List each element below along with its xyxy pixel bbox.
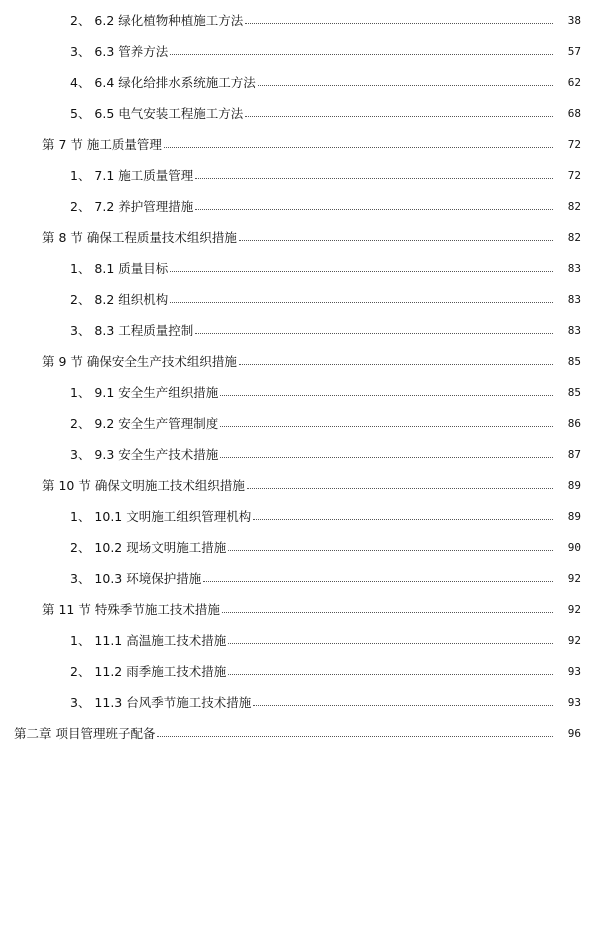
toc-page-number: 38 bbox=[567, 14, 581, 27]
dot-leader bbox=[253, 705, 553, 706]
toc-page-number: 85 bbox=[567, 386, 581, 399]
toc-page-number: 62 bbox=[567, 76, 581, 89]
toc-page-number: 92 bbox=[567, 603, 581, 616]
toc-entry-10-2[interactable] bbox=[0, 535, 605, 555]
toc-page-number: 85 bbox=[567, 355, 581, 368]
toc-page-number: 92 bbox=[567, 572, 581, 585]
toc-entry-title: 1、 7.1 施工质量管理 bbox=[70, 167, 194, 183]
dot-leader bbox=[239, 364, 553, 365]
toc-page-number: 89 bbox=[567, 510, 581, 523]
toc-entry-title: 2、 7.2 养护管理措施 bbox=[70, 198, 194, 214]
toc-entry-title: 第二章 项目管理班子配备 bbox=[14, 725, 156, 741]
toc-entry-title: 3、 6.3 管养方法 bbox=[70, 43, 169, 59]
toc-entry-7-2[interactable] bbox=[0, 194, 605, 214]
toc-page-number: 92 bbox=[567, 634, 581, 647]
toc-entry-title: 2、 9.2 安全生产管理制度 bbox=[70, 415, 219, 431]
dot-leader bbox=[164, 147, 553, 148]
toc-page-number: 93 bbox=[567, 665, 581, 678]
toc-entry-9-3[interactable] bbox=[0, 442, 605, 462]
dot-leader bbox=[228, 643, 553, 644]
dot-leader bbox=[203, 581, 553, 582]
toc-entry-6-5[interactable] bbox=[0, 101, 605, 121]
toc-entry-title: 第 11 节 特殊季节施工技术措施 bbox=[42, 601, 220, 617]
toc-entry-8-3[interactable] bbox=[0, 318, 605, 338]
toc-entry-title: 1、 9.1 安全生产组织措施 bbox=[70, 384, 219, 400]
toc-page-number: 82 bbox=[567, 231, 581, 244]
toc-entry-title: 4、 6.4 绿化给排水系统施工方法 bbox=[70, 74, 256, 90]
dot-leader bbox=[228, 674, 553, 675]
toc-entry-title: 1、 10.1 文明施工组织管理机构 bbox=[70, 508, 252, 524]
toc-entry-title: 第 10 节 确保文明施工技术组织措施 bbox=[42, 477, 245, 493]
toc-entry-11-3[interactable] bbox=[0, 690, 605, 710]
toc-page-number: 86 bbox=[567, 417, 581, 430]
toc-page-number: 83 bbox=[567, 293, 581, 306]
dot-leader bbox=[245, 116, 553, 117]
dot-leader bbox=[253, 519, 553, 520]
toc-entry-11-2[interactable] bbox=[0, 659, 605, 679]
toc-section-9[interactable] bbox=[0, 349, 605, 369]
dot-leader bbox=[239, 240, 553, 241]
toc-page-number: 96 bbox=[567, 727, 581, 740]
toc-section-10[interactable] bbox=[0, 473, 605, 493]
dot-leader bbox=[195, 178, 553, 179]
dot-leader bbox=[247, 488, 553, 489]
toc-section-11[interactable] bbox=[0, 597, 605, 617]
toc-page-number: 90 bbox=[567, 541, 581, 554]
dot-leader bbox=[258, 85, 553, 86]
toc-entry-7-1[interactable] bbox=[0, 163, 605, 183]
toc-entry-title: 2、 6.2 绿化植物种植施工方法 bbox=[70, 12, 244, 28]
toc-entry-9-1[interactable] bbox=[0, 380, 605, 400]
toc-entry-8-1[interactable] bbox=[0, 256, 605, 276]
dot-leader bbox=[195, 209, 553, 210]
toc-page-number: 72 bbox=[567, 138, 581, 151]
toc-page-number: 68 bbox=[567, 107, 581, 120]
toc-entry-title: 2、 8.2 组织机构 bbox=[70, 291, 169, 307]
toc-entry-title: 1、 8.1 质量目标 bbox=[70, 260, 169, 276]
toc-entry-title: 第 9 节 确保安全生产技术组织措施 bbox=[42, 353, 237, 369]
toc-entry-9-2[interactable] bbox=[0, 411, 605, 431]
toc-entry-title: 2、 11.2 雨季施工技术措施 bbox=[70, 663, 227, 679]
dot-leader bbox=[170, 302, 553, 303]
toc-entry-10-1[interactable] bbox=[0, 504, 605, 524]
toc-entry-title: 3、 11.3 台风季节施工技术措施 bbox=[70, 694, 252, 710]
dot-leader bbox=[170, 54, 553, 55]
toc-section-7[interactable] bbox=[0, 132, 605, 152]
toc-entry-title: 3、 10.3 环境保护措施 bbox=[70, 570, 202, 586]
toc-page-number: 83 bbox=[567, 262, 581, 275]
dot-leader bbox=[220, 457, 553, 458]
toc-page-number: 89 bbox=[567, 479, 581, 492]
toc-entry-6-3[interactable] bbox=[0, 39, 605, 59]
dot-leader bbox=[195, 333, 553, 334]
toc-entry-title: 2、 10.2 现场文明施工措施 bbox=[70, 539, 227, 555]
toc-entry-title: 第 8 节 确保工程质量技术组织措施 bbox=[42, 229, 237, 245]
dot-leader bbox=[157, 736, 553, 737]
dot-leader bbox=[222, 612, 553, 613]
toc-entry-title: 3、 8.3 工程质量控制 bbox=[70, 322, 194, 338]
toc-page-number: 87 bbox=[567, 448, 581, 461]
toc-entry-11-1[interactable] bbox=[0, 628, 605, 648]
toc-entry-10-3[interactable] bbox=[0, 566, 605, 586]
toc-entry-6-2[interactable] bbox=[0, 8, 605, 28]
toc-chapter-2[interactable] bbox=[0, 721, 605, 741]
toc-page-number: 82 bbox=[567, 200, 581, 213]
toc-entry-title: 1、 11.1 高温施工技术措施 bbox=[70, 632, 227, 648]
toc-page-number: 83 bbox=[567, 324, 581, 337]
toc-page-number: 93 bbox=[567, 696, 581, 709]
toc-entry-title: 第 7 节 施工质量管理 bbox=[42, 136, 162, 152]
toc-entry-6-4[interactable] bbox=[0, 70, 605, 90]
dot-leader bbox=[245, 23, 553, 24]
toc-entry-8-2[interactable] bbox=[0, 287, 605, 307]
toc-page-number: 72 bbox=[567, 169, 581, 182]
toc-page-number: 57 bbox=[567, 45, 581, 58]
dot-leader bbox=[220, 426, 553, 427]
dot-leader bbox=[220, 395, 553, 396]
toc-entry-title: 3、 9.3 安全生产技术措施 bbox=[70, 446, 219, 462]
toc-entry-title: 5、 6.5 电气安装工程施工方法 bbox=[70, 105, 244, 121]
toc-section-8[interactable] bbox=[0, 225, 605, 245]
dot-leader bbox=[170, 271, 553, 272]
dot-leader bbox=[228, 550, 553, 551]
